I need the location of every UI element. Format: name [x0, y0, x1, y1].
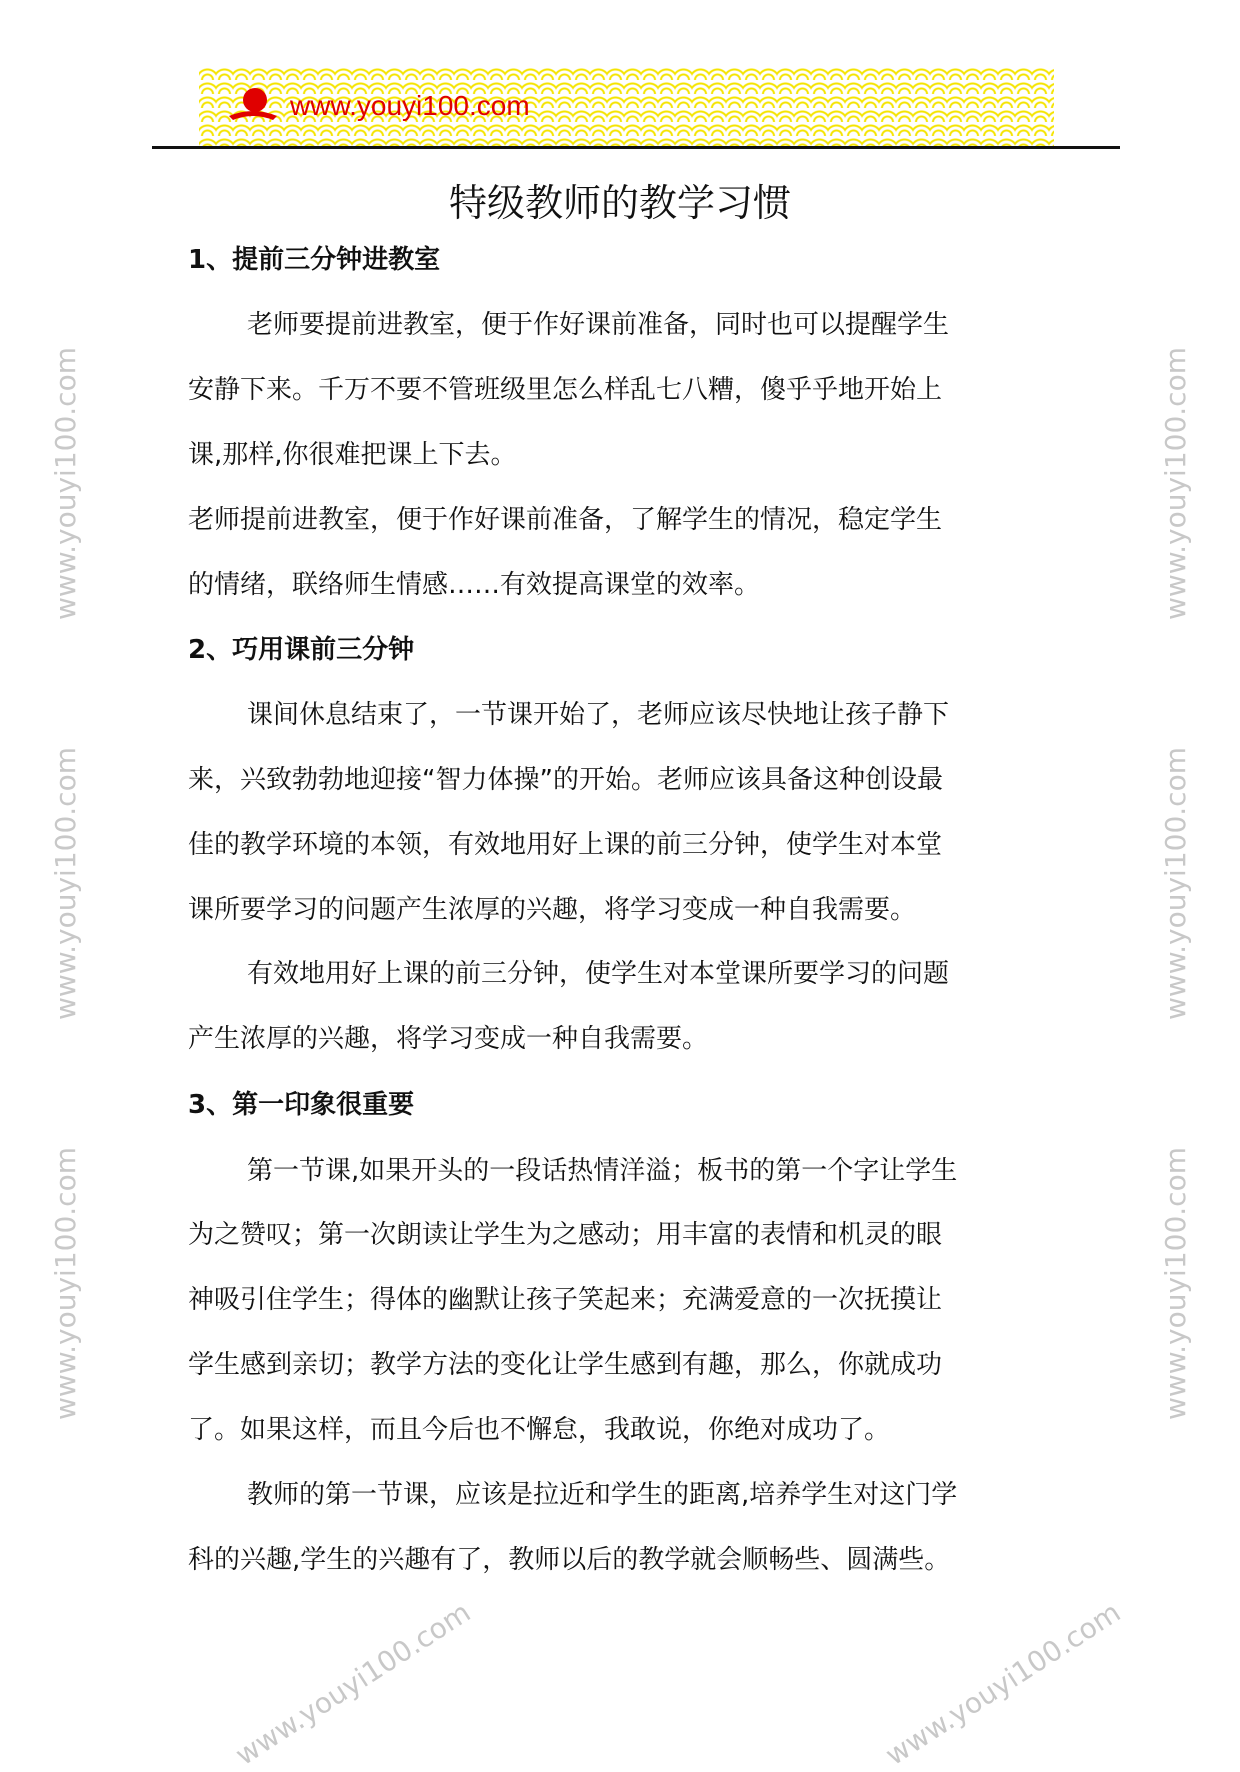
paragraph-line: 老师提前进教室，便于作好课前准备，了解学生的情况，稳定学生: [188, 505, 943, 535]
paragraph-line: 课,那样,你很难把课上下去。: [188, 440, 517, 470]
paragraph-line: 学生感到亲切；教学方法的变化让学生感到有趣，那么，你就成功: [188, 1350, 943, 1380]
paragraph-line: 第一节课,如果开头的一段话热情洋溢；板书的第一个字让学生: [247, 1156, 958, 1186]
paragraph-line: 的情绪，联络师生情感……有效提高课堂的效率。: [188, 570, 761, 600]
paragraph-line: 安静下来。千万不要不管班级里怎么样乱七八糟，傻乎乎地开始上: [188, 375, 943, 405]
paragraph-line: 佳的教学环境的本领，有效地用好上课的前三分钟，使学生对本堂: [188, 830, 943, 860]
page-title: 特级教师的教学习惯: [448, 181, 791, 225]
paragraph-line: 课间休息结束了，一节课开始了，老师应该尽快地让孩子静下: [247, 700, 950, 730]
watermark: www.youyi100.com: [229, 1595, 477, 1772]
watermark: www.youyi100.com: [879, 1595, 1127, 1772]
paragraph-line: 老师要提前进教室，便于作好课前准备，同时也可以提醒学生: [247, 310, 950, 340]
paragraph-line: 为之赞叹；第一次朗读让学生为之感动；用丰富的表情和机灵的眼: [188, 1220, 943, 1250]
section-heading: 2、巧用课前三分钟: [188, 635, 415, 665]
paragraph-line: 科的兴趣,学生的兴趣有了，教师以后的教学就会顺畅些、圆满些。: [188, 1545, 951, 1575]
paragraph-line: 课所要学习的问题产生浓厚的兴趣，将学习变成一种自我需要。: [188, 895, 917, 925]
site-url: www.youyi100.com: [290, 90, 530, 121]
paragraph-line: 神吸引住学生；得体的幽默让孩子笑起来；充满爱意的一次抚摸让: [188, 1285, 943, 1315]
watermark: www.youyi100.com: [1159, 1147, 1192, 1420]
watermark: www.youyi100.com: [1159, 347, 1192, 620]
paragraph-line: 教师的第一节课，应该是拉近和学生的距离,培养学生对这门学: [247, 1480, 958, 1510]
watermark: www.youyi100.com: [49, 1147, 82, 1420]
section-heading: 3、第一印象很重要: [188, 1090, 415, 1120]
paragraph-line: 了。如果这样，而且今后也不懈怠，我敢说，你绝对成功了。: [188, 1415, 891, 1445]
paragraph-line: 产生浓厚的兴趣，将学习变成一种自我需要。: [188, 1024, 709, 1054]
paragraph-line: 来，兴致勃勃地迎接“智力体操”的开始。老师应该具备这种创设最: [188, 765, 943, 795]
header-divider: [152, 146, 1120, 149]
paragraph-line: 有效地用好上课的前三分钟，使学生对本堂课所要学习的问题: [247, 959, 950, 989]
watermark: www.youyi100.com: [49, 747, 82, 1020]
watermark: www.youyi100.com: [1159, 747, 1192, 1020]
watermark: www.youyi100.com: [49, 347, 82, 620]
section-heading: 1、提前三分钟进教室: [188, 245, 441, 275]
logo-icon: [225, 86, 281, 122]
